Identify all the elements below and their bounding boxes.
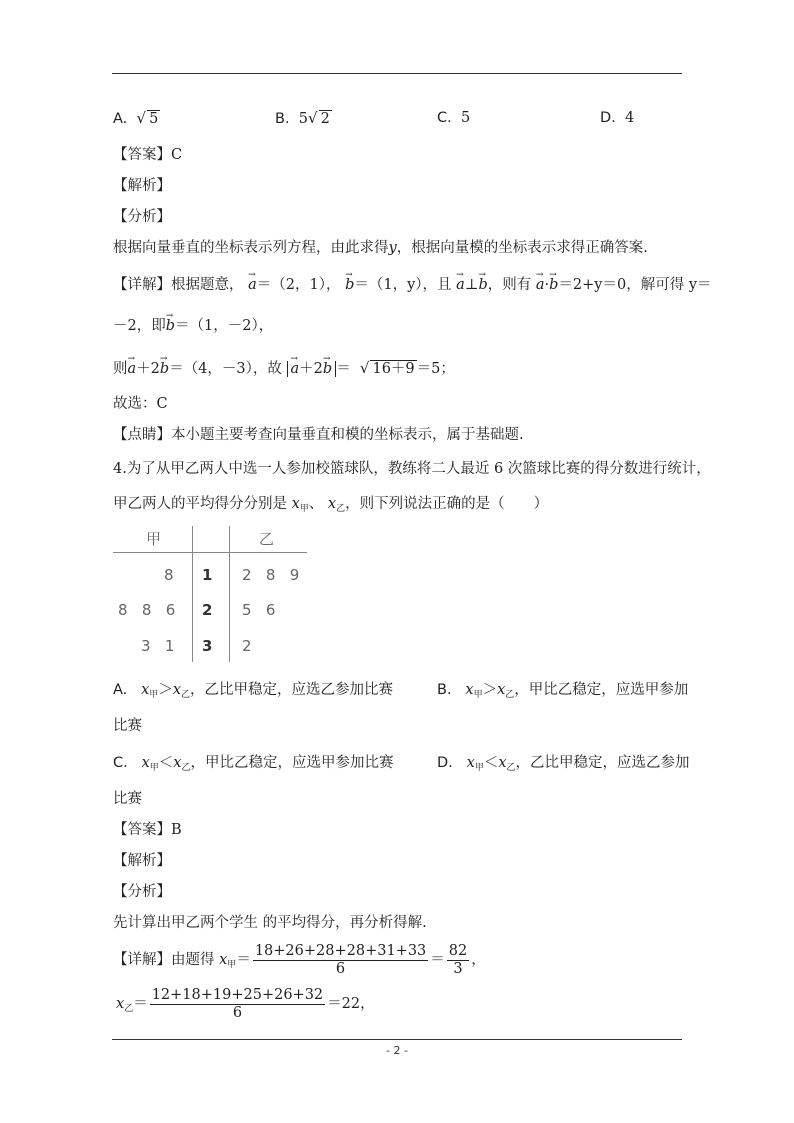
- q4-option-a: [113, 680, 393, 705]
- relation: ＜: [158, 755, 174, 771]
- comma: ，: [471, 952, 486, 968]
- plus-two: ＋2: [299, 361, 323, 377]
- x-var: x: [141, 755, 150, 771]
- q4-option-b: [437, 680, 688, 705]
- detail-label: 【详解】: [113, 952, 171, 968]
- page-number: - 2 -: [386, 1044, 408, 1057]
- vector-b: → b: [478, 275, 487, 295]
- option-d: [600, 108, 634, 128]
- vector-a: → a: [456, 275, 465, 295]
- answer-label: 【答案】: [113, 147, 171, 163]
- option-b-coef: 5: [298, 111, 309, 127]
- x-var: x: [327, 496, 337, 512]
- option-c: [437, 108, 470, 128]
- relation: ＞: [158, 682, 173, 698]
- table-row: 8: [164, 566, 174, 584]
- sub-yi: 乙: [181, 690, 191, 700]
- table-vline-right: [229, 526, 230, 662]
- table-vline-left: [192, 526, 193, 662]
- separator: 、: [308, 496, 324, 512]
- option-b-radicand: 2: [320, 111, 330, 127]
- line3-prefix: 则: [113, 361, 128, 377]
- option-a-value: 5: [149, 111, 159, 127]
- fraction-result: [447, 943, 469, 978]
- vector-a: → a: [248, 275, 257, 295]
- table-row-leaves: 2: [242, 637, 252, 655]
- footer-rule: [112, 1039, 682, 1040]
- x-var: x: [497, 682, 506, 698]
- plus-two: ＋2: [136, 361, 160, 377]
- opt-label: B.: [437, 682, 452, 698]
- equals: ＝: [133, 996, 148, 1012]
- vector-a: → a: [536, 275, 545, 295]
- q3-detail-line-3: [113, 358, 455, 379]
- q3-detail-line-2: [113, 316, 273, 336]
- x-var: x: [141, 682, 150, 698]
- table-head-left: 甲: [146, 530, 162, 548]
- option-a: [113, 108, 160, 129]
- table-row-leaves: 5 6: [242, 601, 276, 619]
- q4-answer: [113, 820, 182, 840]
- answer-value: C: [171, 147, 183, 163]
- option-b: [275, 108, 332, 129]
- line3-end: ＝5；: [416, 361, 455, 377]
- sub-jia: 甲: [473, 690, 483, 700]
- fenxi-part-1: 根据向量垂直的坐标表示列方程，由此求得: [113, 240, 389, 256]
- fraction-denominator: 6: [335, 960, 346, 977]
- line2-eq: ＝（1，－2），: [175, 318, 274, 334]
- fraction-numerator: 82: [448, 942, 468, 959]
- sqrt-icon: √: [136, 109, 147, 127]
- q3-dianjing: [113, 425, 524, 445]
- sub-yi: 乙: [505, 690, 515, 700]
- table-row: 8 8 6: [118, 601, 176, 619]
- table-row: 3 1: [141, 637, 175, 655]
- sub-jia: 甲: [474, 763, 484, 773]
- relation: ＞: [482, 682, 498, 698]
- equals: ＝: [236, 952, 251, 968]
- fraction-yi: [150, 987, 325, 1022]
- sqrt-icon: √: [359, 359, 370, 377]
- q4-stem-line-2: [113, 494, 548, 519]
- x-var: x: [116, 996, 125, 1012]
- fraction-denominator: 6: [232, 1004, 243, 1021]
- x-var: x: [465, 682, 474, 698]
- table-row-stem: 1: [202, 566, 213, 584]
- relation: ＜: [483, 755, 499, 771]
- table-row-stem: 3: [202, 637, 213, 655]
- fraction-denominator: 3: [453, 960, 463, 977]
- q3-fenxi-text: [113, 238, 648, 258]
- q4-detail-line-2: [116, 986, 375, 1027]
- vector-b: → b: [549, 275, 558, 295]
- sub-jia: 甲: [149, 763, 159, 773]
- q4-option-d: [437, 753, 690, 778]
- vector-b: → b: [166, 316, 175, 336]
- dianjing-text: 本小题主要考查向量垂直和模的坐标表示，属于基础题.: [171, 427, 524, 443]
- equals: ＝: [430, 952, 445, 968]
- x-var: x: [291, 496, 300, 512]
- magnitude-expr: [287, 361, 337, 377]
- sub-jia: 甲: [227, 960, 237, 970]
- table-divider: [113, 552, 307, 553]
- then-text: ，则有: [487, 277, 532, 293]
- eq-a: ＝（2，1），: [256, 277, 341, 293]
- line2-text: －2，即: [113, 318, 166, 334]
- detail-label: 【详解】: [113, 277, 171, 293]
- option-b-label: B.: [275, 111, 290, 127]
- fraction-numerator: 12+18+19+25+26+32: [151, 986, 324, 1003]
- stem-leaf-table: [113, 526, 313, 666]
- option-d-value: 4: [625, 110, 635, 126]
- vector-b: → b: [345, 275, 354, 295]
- table-head-right: 乙: [259, 530, 275, 548]
- q4-stem-line-1: 4.为了从甲乙两人中选一人参加校篮球队，教练将二人最近 6 次篮球比赛的得分数进行统计，: [113, 461, 711, 477]
- fraction-jia: [253, 943, 428, 978]
- opt-label: A.: [113, 682, 128, 698]
- line3-radicand: 16＋9: [372, 361, 415, 377]
- sub-jia: 甲: [299, 504, 309, 514]
- line3-eq: ＝: [336, 361, 351, 377]
- detail-text: 由题得: [171, 952, 215, 968]
- q4-detail-line-1: [113, 942, 486, 983]
- dot-eq: ＝2+y＝0，解可得 y＝: [558, 277, 712, 293]
- vector-b: → b: [160, 359, 169, 379]
- q4-option-b-cont: 比赛: [113, 718, 142, 734]
- option-a-label: A.: [113, 111, 128, 127]
- detail-text: 根据题意，: [171, 277, 244, 293]
- x-var: x: [219, 952, 228, 968]
- option-d-label: D.: [600, 110, 616, 126]
- sub-yi: 乙: [506, 763, 516, 773]
- sqrt-icon: √: [308, 109, 318, 127]
- sub-jia: 甲: [149, 690, 159, 700]
- vector-b: → b: [323, 359, 332, 379]
- stem-part-a: 甲乙两人的平均得分分别是: [113, 496, 287, 512]
- sub-yi: 乙: [181, 763, 191, 773]
- q4-option-c: [113, 753, 393, 778]
- result: ＝22，: [327, 996, 375, 1012]
- vector-a: → a: [291, 359, 300, 379]
- option-c-label: C.: [437, 110, 452, 126]
- q3-answer: [113, 145, 182, 165]
- perp-symbol: ⊥: [464, 277, 479, 293]
- eq-b: ＝（1，y），且: [354, 277, 452, 293]
- table-row-stem: 2: [202, 601, 213, 619]
- header-rule: [112, 73, 682, 74]
- x-var: x: [172, 682, 181, 698]
- stem-part-b: ，则下列说法正确的是（ ）: [345, 496, 549, 512]
- sub-yi: 乙: [124, 1004, 134, 1014]
- opt-text: ，甲比乙稳定，应选甲参加比赛: [190, 755, 394, 771]
- q3-choose: 故选：C: [113, 396, 168, 412]
- option-c-value: 5: [460, 110, 471, 126]
- table-row-leaves: 2 8 9: [242, 566, 300, 584]
- opt-label: D.: [437, 755, 453, 771]
- q4-fenxi-text: 先计算出甲乙两个学生 的平均得分，再分析得解.: [113, 915, 427, 931]
- q4-analysis-label: 【解析】: [113, 853, 171, 869]
- opt-text: ，甲比乙稳定，应选甲参加: [514, 682, 689, 698]
- vector-a: → a: [128, 359, 137, 379]
- x-var: x: [466, 755, 475, 771]
- opt-text: ，乙比甲稳定，应选乙参加: [515, 755, 690, 771]
- line3-mid: ＝（4，－3），故: [169, 361, 282, 377]
- dot-symbol: ·: [544, 277, 550, 293]
- q4-fenxi-label: 【分析】: [113, 884, 171, 900]
- fraction-numerator: 18+26+28+28+31+33: [254, 942, 427, 959]
- x-var: x: [173, 755, 182, 771]
- x-var: x: [498, 755, 507, 771]
- sub-yi: 乙: [336, 504, 346, 514]
- q3-analysis-label: 【解析】: [113, 178, 171, 194]
- fenxi-part-2: ，根据向量模的坐标表示求得正确答案.: [396, 240, 648, 256]
- answer-value: B: [171, 822, 182, 838]
- fenxi-var: y: [388, 240, 397, 256]
- q4-option-d-cont: 比赛: [113, 791, 142, 807]
- dianjing-label: 【点睛】: [113, 427, 171, 443]
- opt-label: C.: [113, 755, 128, 771]
- answer-label: 【答案】: [113, 822, 171, 838]
- q3-detail-line-1: [113, 275, 712, 295]
- opt-text: ，乙比甲稳定，应选乙参加比赛: [190, 682, 394, 698]
- q3-fenxi-label: 【分析】: [113, 209, 171, 225]
